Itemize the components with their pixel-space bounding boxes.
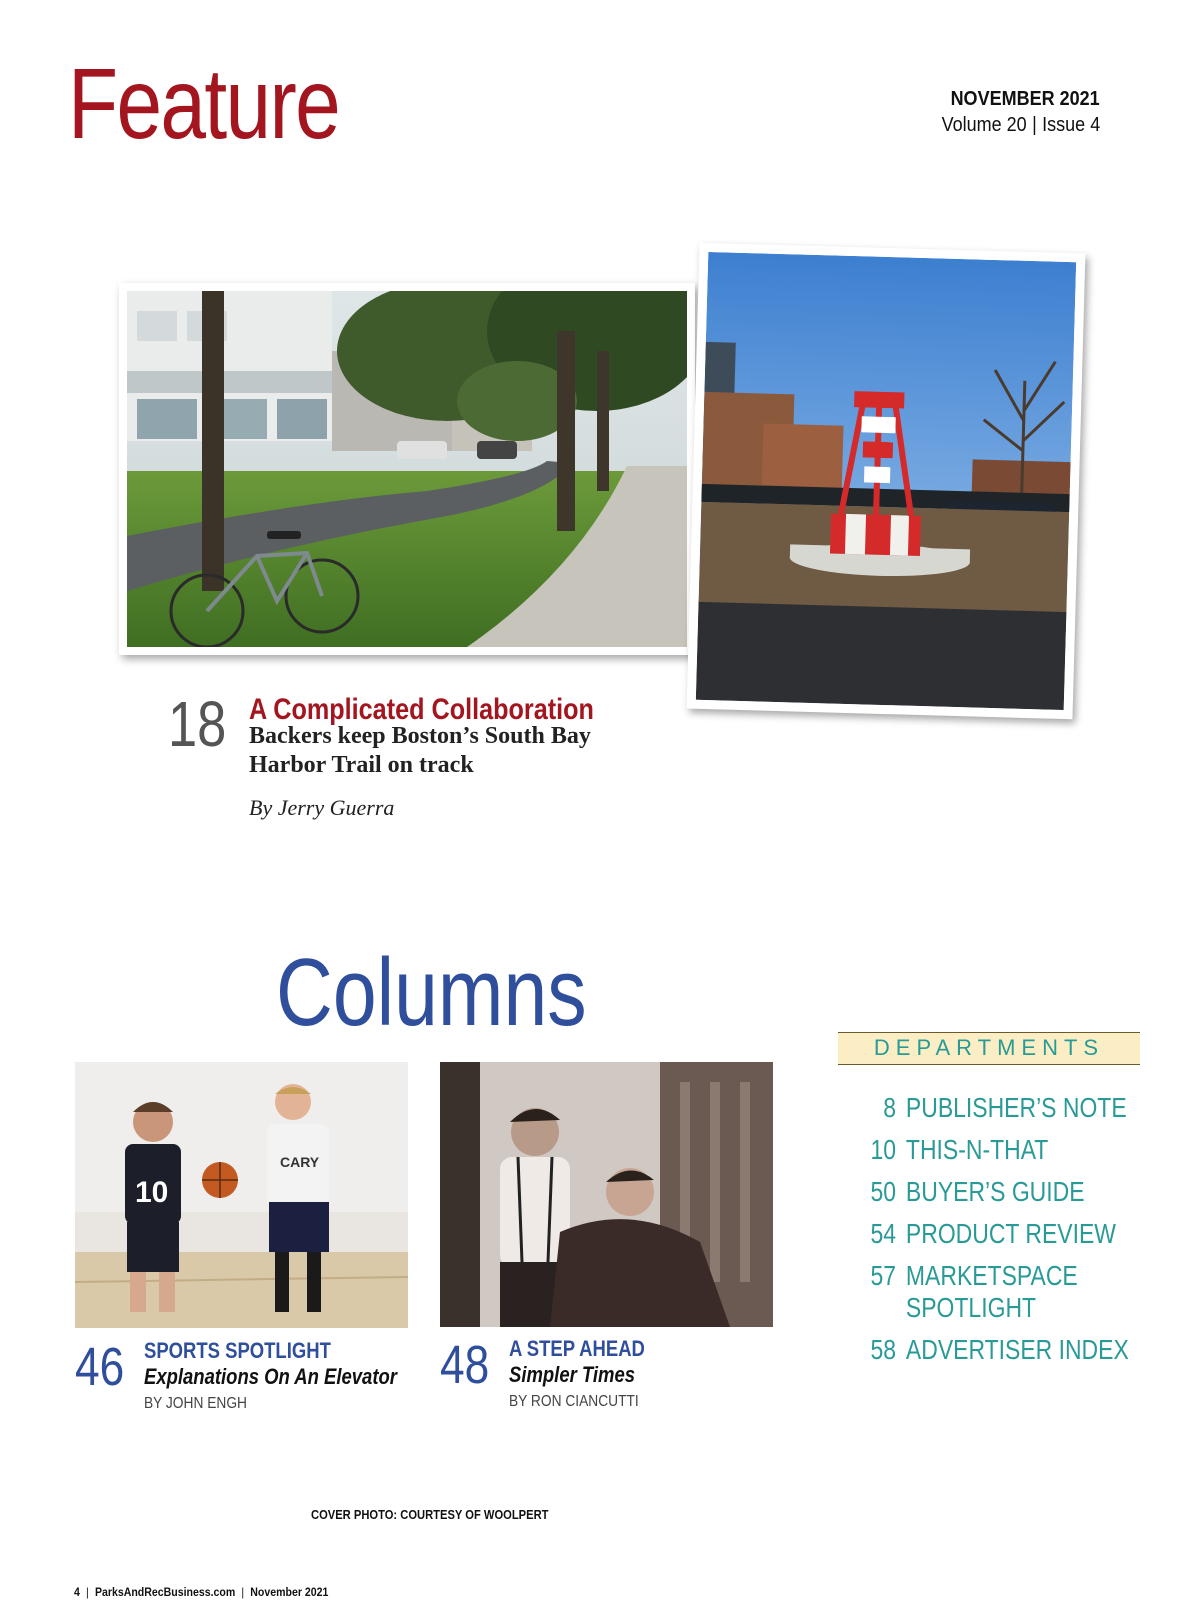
department-label: BUYER’S GUIDE: [905, 1176, 1085, 1207]
feature-page-number: 18: [168, 688, 227, 760]
section-title-columns: Columns: [276, 939, 587, 1046]
department-page: 10: [870, 1134, 897, 1165]
department-item[interactable]: [860, 1176, 1085, 1208]
issue-label: Issue 4: [1041, 114, 1100, 136]
feature-photo-buoy: [687, 243, 1086, 720]
department-page: 54: [870, 1218, 897, 1249]
issue-date: NOVEMBER 2021: [950, 88, 1100, 110]
footer-page-number: 4: [74, 1585, 80, 1599]
feature-photo-trail: [119, 283, 695, 655]
department-label: THIS-N-THAT: [905, 1134, 1049, 1165]
page-footer: [74, 1585, 328, 1599]
department-item[interactable]: [860, 1260, 1078, 1292]
column-page-number: 48: [440, 1335, 490, 1395]
department-item[interactable]: [860, 1334, 1129, 1366]
column-subhead: Explanations On An Elevator: [144, 1364, 397, 1389]
column-photo-barber: [440, 1062, 773, 1327]
department-page: 50: [870, 1176, 897, 1207]
column-subhead: Simpler Times: [509, 1362, 635, 1387]
volume-label: Volume 20: [941, 114, 1027, 136]
section-title-feature: Feature: [68, 48, 340, 160]
department-label: MARKETSPACE: [905, 1260, 1078, 1291]
separator: |: [241, 1585, 245, 1599]
footer-site[interactable]: ParksAndRecBusiness.com: [94, 1585, 236, 1599]
department-page: 57: [870, 1260, 897, 1291]
issue-volume-line: [941, 114, 1100, 137]
separator: |: [1031, 114, 1037, 136]
footer-date: November 2021: [250, 1585, 329, 1599]
column-headline[interactable]: A STEP AHEAD: [509, 1336, 645, 1361]
column-photo-basketball: [75, 1062, 408, 1328]
separator: |: [86, 1585, 89, 1599]
trail-park-image: [127, 291, 687, 647]
department-item-continued[interactable]: [860, 1292, 1036, 1324]
department-page: 8: [883, 1092, 897, 1123]
basketball-image: [75, 1062, 408, 1328]
department-label: PUBLISHER’S NOTE: [905, 1092, 1127, 1123]
department-label: SPOTLIGHT: [905, 1292, 1037, 1323]
department-page: 58: [870, 1334, 897, 1365]
feature-byline: By Jerry Guerra: [249, 795, 395, 820]
feature-headline[interactable]: A Complicated Collaboration: [249, 693, 594, 726]
barber-image: [440, 1062, 773, 1327]
department-label: ADVERTISER INDEX: [905, 1334, 1129, 1365]
department-item[interactable]: [860, 1218, 1116, 1250]
departments-title: DEPARTMENTS: [873, 1035, 1105, 1060]
buoy-sculpture-image: [696, 252, 1076, 710]
department-label: PRODUCT REVIEW: [905, 1218, 1116, 1249]
column-byline: BY JOHN ENGH: [144, 1395, 247, 1412]
column-byline: BY RON CIANCUTTI: [509, 1393, 639, 1410]
department-item[interactable]: [860, 1092, 1127, 1124]
column-headline[interactable]: SPORTS SPOTLIGHT: [144, 1338, 331, 1363]
department-item[interactable]: [860, 1134, 1048, 1166]
svg-text:CARY: CARY: [280, 1154, 320, 1170]
svg-text:10: 10: [135, 1176, 169, 1209]
feature-subhead: Backers keep Boston’s South Bay Harbor Trail on track: [249, 723, 591, 778]
cover-photo-credit: COVER PHOTO: COURTESY OF WOOLPERT: [311, 1507, 549, 1522]
column-page-number: 46: [75, 1337, 125, 1397]
